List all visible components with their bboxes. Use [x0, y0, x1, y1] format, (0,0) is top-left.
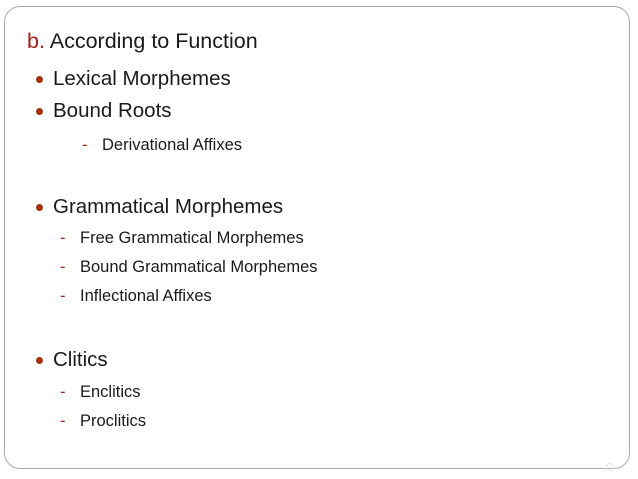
heading-text: According to Function — [49, 29, 258, 53]
dash-marker: - — [60, 383, 66, 401]
dash-marker: - — [82, 136, 88, 154]
bullet-text: Lexical Morphemes — [53, 67, 231, 90]
dash-marker: - — [60, 412, 66, 430]
bullet-item-lexical-morphemes — [36, 69, 231, 90]
bullet-text: Bound Roots — [53, 99, 172, 122]
heading-letter: b. — [27, 29, 45, 53]
sub-item-derivational-affixes — [82, 137, 242, 154]
bullet-dot-icon — [36, 108, 43, 115]
bullet-dot-icon — [36, 357, 43, 364]
bullet-dot-icon — [36, 204, 43, 211]
sub-item-inflectional-affixes — [60, 288, 212, 305]
bullet-item-grammatical-morphemes — [36, 197, 283, 218]
sub-item-enclitics — [60, 384, 141, 401]
sub-item-text: Inflectional Affixes — [80, 287, 212, 305]
sub-item-text: Derivational Affixes — [102, 136, 243, 154]
sub-item-bound-grammatical-morphemes — [60, 259, 318, 276]
sub-item-text: Bound Grammatical Morphemes — [80, 258, 318, 276]
bullet-item-bound-roots — [36, 101, 172, 122]
dash-marker: - — [60, 287, 66, 305]
dash-marker: - — [60, 258, 66, 276]
sub-item-text: Proclitics — [80, 412, 147, 430]
corner-decoration — [606, 463, 614, 471]
sub-item-free-grammatical-morphemes — [60, 230, 304, 247]
bullet-item-clitics — [36, 350, 108, 371]
sub-item-text: Free Grammatical Morphemes — [80, 229, 304, 247]
sub-item-proclitics — [60, 413, 146, 430]
bullet-text: Clitics — [53, 348, 108, 371]
bullet-dot-icon — [36, 76, 43, 83]
sub-item-text: Enclitics — [80, 383, 141, 401]
dash-marker: - — [60, 229, 66, 247]
slide-heading — [27, 31, 258, 53]
bullet-text: Grammatical Morphemes — [53, 195, 284, 218]
